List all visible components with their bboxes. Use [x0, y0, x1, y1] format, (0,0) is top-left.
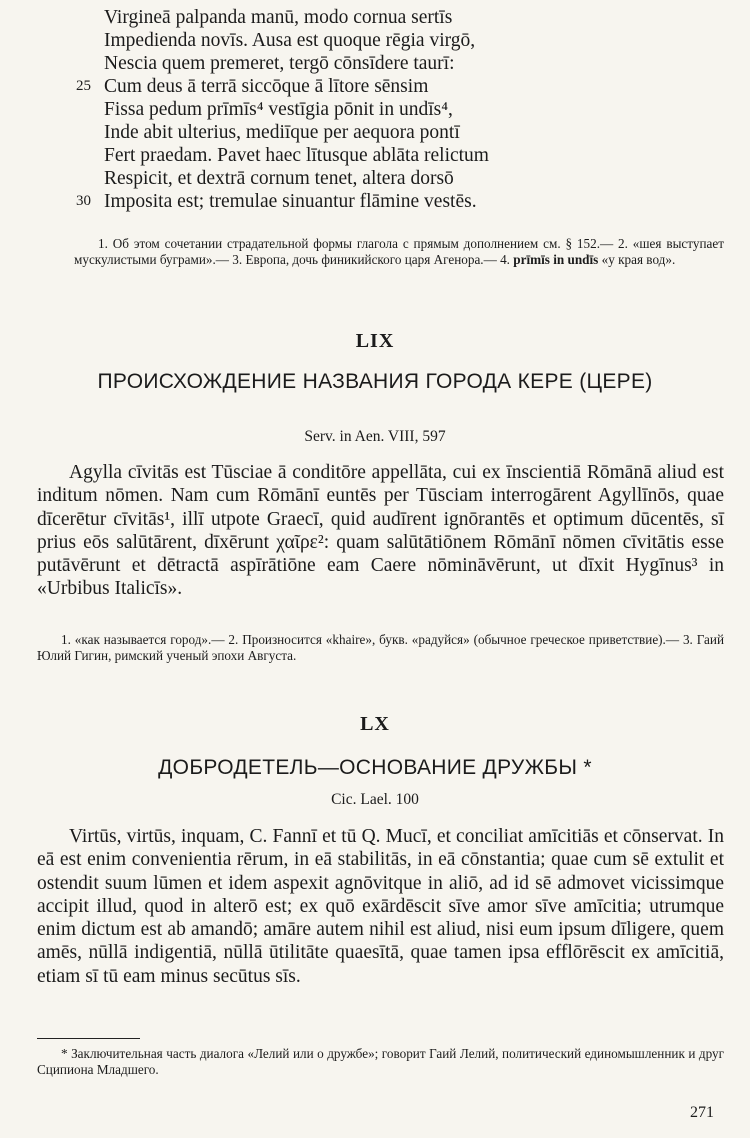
- verse-line: [70, 29, 690, 52]
- section-title: ДОБРОДЕТЕЛЬ—ОСНОВАНИЕ ДРУЖБЫ *: [158, 756, 592, 779]
- section-title: ПРОИСХОЖДЕНИЕ НАЗВАНИЯ ГОРОДА КЕРЕ (ЦЕРЕ): [97, 370, 653, 393]
- verse-line: [70, 144, 690, 167]
- footnote-text: * Заключительная часть диалога «Лелий или о дружбе»; говорит Гаий Лелий, политический единомышленник и друг Сципиона Младшего.: [37, 1046, 724, 1077]
- verse-text: Cum deus ā terrā siccōque ā lītore sēnsim: [104, 76, 429, 97]
- page-number: 271: [690, 1104, 714, 1121]
- verse-text: Inde abit ulterius, mediīque per aequora pontī: [104, 122, 460, 143]
- section-number: LX: [360, 713, 390, 735]
- verse-text: Respicit, et dextrā cornum tenet, altera dorsō: [104, 168, 454, 189]
- section-text: [37, 825, 724, 988]
- verse-line: [70, 6, 690, 29]
- footnote-text: 1. «как называется город».— 2. Произносится «khaire», букв. «радуйся» (обычное греческое приветствие).— 3. Гаий Юлий Гигин, римский ученый эпохи Августа.: [37, 632, 724, 663]
- footnote-bold-term: prīmīs in undīs: [513, 252, 599, 267]
- verse-text: Imposita est; tremulae sinuantur flāmine vestēs.: [104, 191, 477, 212]
- section-footnotes: [37, 632, 724, 664]
- line-number: 25: [76, 78, 91, 94]
- verse-line: [70, 167, 690, 190]
- verse-text: Virgineā palpanda manū, modo cornua sertīs: [104, 7, 453, 28]
- verse-text: Impedienda novīs. Ausa est quoque rēgia virgō,: [104, 30, 476, 51]
- verse-line: [70, 52, 690, 75]
- source-citation: Serv. in Aen. VIII, 597: [304, 428, 446, 445]
- verse-line: [70, 190, 690, 213]
- prose-text: ²: quam salūtātiōnem Rōmānī nōmen cīvitātis esse putāvērunt et dētractā aspīrātiōne eam Caere nōmināvērunt, ut dīxit Hygīnus³ in «Urbibus Italicīs».: [37, 531, 725, 600]
- verse-text: Nescia quem premeret, tergō cōnsīdere taurī:: [104, 53, 455, 74]
- source-citation: Cic. Lael. 100: [331, 791, 419, 808]
- section-text: [37, 461, 724, 601]
- line-number: 30: [76, 193, 91, 209]
- verse-text: Fissa pedum prīmīs⁴ vestīgia pōnit in undīs⁴,: [104, 99, 453, 120]
- footnote-text: 1. Об этом сочетании страдательной формы глагола с прямым дополнением см. § 152.— 2. «шея выступает мускулистыми буграми».— 3. Европа, дочь финикийского царя Агенора.— 4.: [74, 236, 724, 267]
- prose-text: Agylla cīvitās est Tūsciae ā conditōre appellāta, cui ex īnscientiā Rōmānā aliud est inditum nōmen. Nam cum Rōmānī euntēs per Tūsciam interrogārent Agyllīnōs, quae dīcerētur cīvitās¹, illī utpote Graecī, quid audīrent ignōrantēs et optimum dūcentēs, sī prius eōs salūtārent, dīxērunt: [37, 462, 724, 553]
- verse-text: Fert praedam. Pavet haec lītusque ablāta relictum: [104, 145, 489, 166]
- page-footnote: [37, 1046, 724, 1078]
- verse-line: [70, 98, 690, 121]
- greek-word: χαῖρε: [276, 531, 318, 553]
- poem-block: [70, 6, 690, 213]
- verse-line: [70, 75, 690, 98]
- prose-text: Virtūs, virtūs, inquam, C. Fannī et tū Q. Mucī, et conciliat amīcitiās et cōnservat. In eā est enim convenientia rērum, in eā stabilitās, in eā cōnstantia; quae cum sē extulit et ostendit suum lūmen et idem aspexit agnōvitque in aliō, ad id sē admovet vicissimque accipit illud, quod in alterō est; ex quō exārdēscit sīve amor sīve amīcitia; utrumque enim dictum est ab amandō; amāre autem nihil est aliud, nisi eum ipsum dīligere, quem amēs, nūllā indigentiā, nūllā ūtilitāte quaesītā, quae tamen ipsa efflōrēscit ex amīcitiā, etiam sī tū eam minus secūtus sīs.: [37, 826, 724, 987]
- poem-footnotes: [74, 236, 724, 268]
- footnote-divider: [37, 1038, 140, 1039]
- section-number: LIX: [355, 330, 395, 352]
- footnote-text: «у края вод».: [598, 252, 676, 267]
- verse-line: [70, 121, 690, 144]
